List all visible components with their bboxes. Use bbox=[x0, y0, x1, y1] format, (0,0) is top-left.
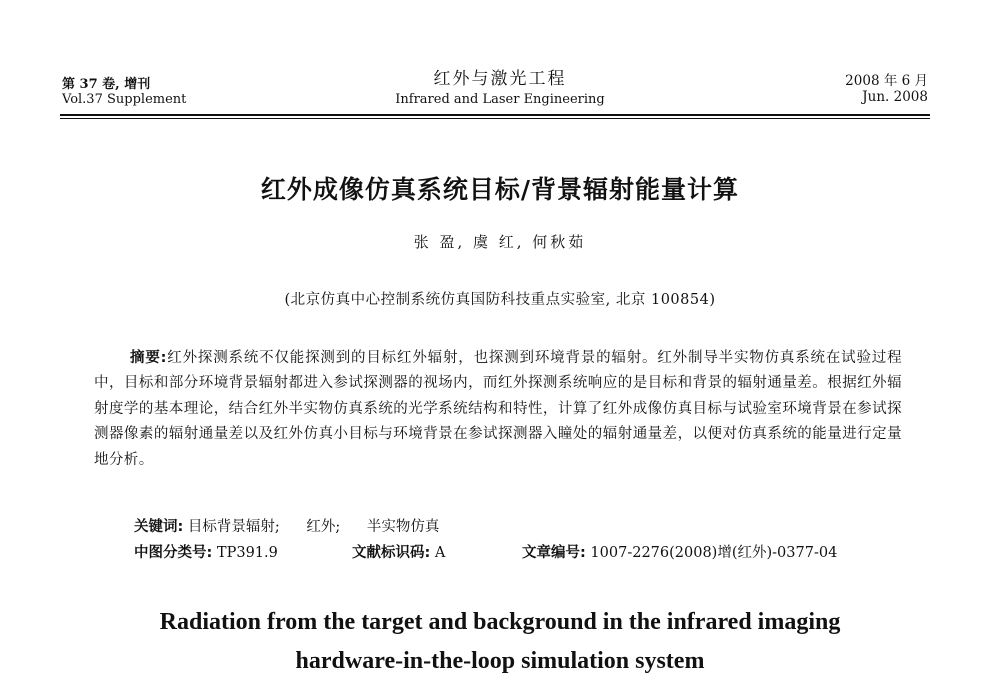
keyword-item: 目标背景辐射; bbox=[187, 519, 280, 535]
journal-name-cn: 红外与激光工程 bbox=[433, 69, 567, 89]
clc-value: TP391.9 bbox=[216, 545, 278, 561]
keywords bbox=[134, 515, 439, 536]
doc-code-label: 文献标识码: bbox=[352, 545, 431, 561]
paper-title-en-line1: Radiation from the target and background in the infrared imaging bbox=[159, 609, 841, 635]
journal-name-en: Infrared and Laser Engineering bbox=[395, 91, 605, 107]
article-number-value: 1007-2276(2008)增(红外)-0377-04 bbox=[590, 545, 838, 561]
abstract-label: 摘要: bbox=[130, 350, 167, 366]
authors: 张 盈, 虞 红, 何秋茹 bbox=[413, 233, 587, 251]
abstract bbox=[94, 346, 902, 473]
keyword-item: 半实物仿真 bbox=[366, 519, 440, 535]
header-rule-thick bbox=[60, 114, 930, 116]
abstract-text: 红外探测系统不仅能探测到的目标红外辐射，也探测到环境背景的辐射。红外制导半实物仿真系统在试验过程中，目标和部分环境背景辐射都进入参试探测器的视场内，而红外探测系统响应的是目标和背景的辐射通量差。根据红外辐射度学的基本理论，结合红外半实物仿真系统的光学系统结构和特性，计算了红外成像仿真目标与试验室环境背景在参试探测器像素的辐射通量差以及红外仿真小目标与环境背景在参试探测器入瞳处的辐射通量差，以便对仿真系统的能量进行定量地分析。 bbox=[94, 350, 903, 468]
volume-cn: 第 37 卷, 增刊 bbox=[62, 77, 151, 92]
keywords-label: 关键词: bbox=[134, 519, 184, 535]
paper-title-en bbox=[0, 603, 1000, 681]
article-number-label: 文章编号: bbox=[522, 545, 586, 561]
keyword-item: 红外; bbox=[306, 519, 341, 535]
volume-en: Vol.37 Supplement bbox=[62, 91, 187, 107]
issue-date bbox=[845, 74, 928, 105]
date-cn: 2008 年 6 月 bbox=[845, 73, 928, 89]
paper-title-en-line2: hardware-in-the-loop simulation system bbox=[295, 648, 705, 674]
date-en: Jun. 2008 bbox=[862, 88, 928, 105]
paper-title-cn: 红外成像仿真系统目标/背景辐射能量计算 bbox=[260, 175, 740, 204]
classification-line bbox=[134, 541, 904, 562]
doc-code-value: A bbox=[434, 545, 446, 561]
clc-label: 中图分类号: bbox=[134, 545, 213, 561]
affiliation: (北京仿真中心控制系统仿真国防科技重点实验室, 北京 100854) bbox=[284, 292, 716, 308]
header-rule-thin bbox=[60, 118, 930, 119]
